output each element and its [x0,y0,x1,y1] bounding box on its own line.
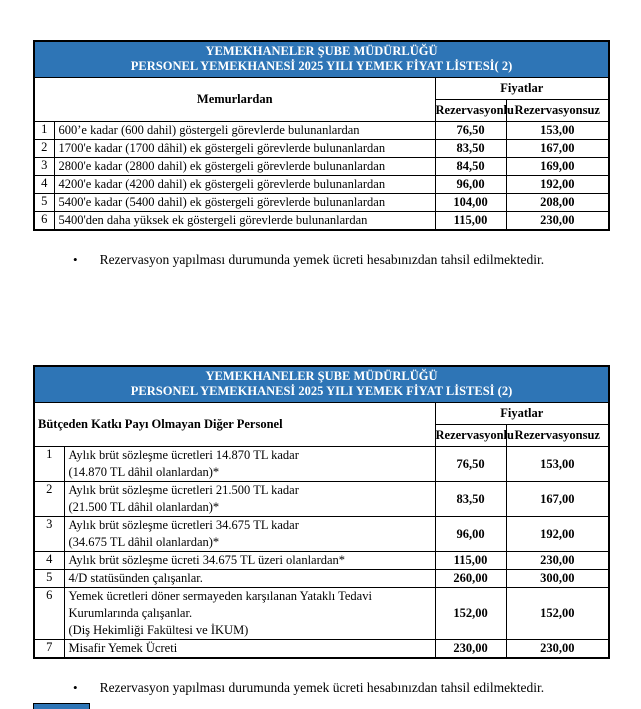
row-description: Aylık brüt sözleşme ücretleri 21.500 TL kadar (21.500 TL dâhil olanlardan)* [64,482,435,517]
partial-table-header [33,703,90,709]
column-header-unreserved: Rezervasyonsuz [506,100,609,122]
row-number: 3 [34,158,54,176]
reservation-note [73,252,641,268]
table-title-line1: YEMEKHANELER ŞUBE MÜDÜRLÜĞÜ [205,369,438,383]
table-row [34,517,609,552]
row-number: 1 [34,122,54,140]
row-number: 4 [34,552,64,570]
table-title [34,41,609,78]
row-description: Aylık brüt sözleşme ücretleri 34.675 TL kadar (34.675 TL dâhil olanlardan)* [64,517,435,552]
table-row [34,122,609,140]
price-reserved: 115,00 [435,552,506,570]
table-body [34,122,609,231]
price-unreserved: 230,00 [506,552,609,570]
price-reserved: 115,00 [435,212,506,231]
row-number: 2 [34,482,64,517]
price-reserved: 152,00 [435,588,506,640]
row-description: 1700'e kadar (1700 dâhil) ek göstergeli görevlerde bulunanlardan [54,140,435,158]
table-title-line1: YEMEKHANELER ŞUBE MÜDÜRLÜĞÜ [205,44,438,58]
prices-header: Fiyatlar [435,78,609,100]
note-text: Rezervasyon yapılması durumunda yemek ücreti hesabınızdan tahsil edilmektedir. [99,680,545,695]
table-row [34,140,609,158]
row-number: 4 [34,176,54,194]
price-unreserved: 152,00 [506,588,609,640]
row-description: 4200'e kadar (4200 dahil) ek göstergeli görevlerde bulunanlardan [54,176,435,194]
price-unreserved: 169,00 [506,158,609,176]
price-unreserved: 208,00 [506,194,609,212]
price-reserved: 83,50 [435,482,506,517]
row-description: 5400'e kadar (5400 dahil) ek göstergeli görevlerde bulunanlardan [54,194,435,212]
prices-header: Fiyatlar [435,403,609,425]
table-body [34,447,609,659]
price-reserved: 260,00 [435,570,506,588]
price-table-diger-personel [33,365,610,659]
table-row [34,194,609,212]
reservation-note [73,680,641,696]
price-unreserved: 192,00 [506,517,609,552]
bullet-icon: • [73,252,78,267]
price-reserved: 96,00 [435,517,506,552]
row-number: 1 [34,447,64,482]
price-unreserved: 167,00 [506,482,609,517]
price-reserved: 83,50 [435,140,506,158]
table-row [34,447,609,482]
table-row [34,570,609,588]
price-reserved: 84,50 [435,158,506,176]
row-description: Aylık brüt sözleşme ücretleri 14.870 TL kadar (14.870 TL dâhil olanlardan)* [64,447,435,482]
table-title-line2: PERSONEL YEMEKHANESİ 2025 YILI YEMEK FİYAT LİSTESİ( 2) [130,59,513,73]
bullet-icon: • [73,680,78,695]
row-description: 600’e kadar (600 dahil) göstergeli görevlerde bulunanlardan [54,122,435,140]
row-description: Yemek ücretleri döner sermayeden karşılanan Yataklı Tedavi Kurumlarında çalışanlar. (Diş Hekimliği Fakültesi ve İKUM) [64,588,435,640]
price-unreserved: 300,00 [506,570,609,588]
table-row [34,552,609,570]
price-reserved: 96,00 [435,176,506,194]
column-header-reserved: Rezervasyonlu [435,425,506,447]
table-row [34,588,609,640]
price-reserved: 76,50 [435,447,506,482]
row-number: 2 [34,140,54,158]
row-number: 6 [34,588,64,640]
row-number: 5 [34,194,54,212]
price-table-memurlardan [33,40,610,231]
row-number: 3 [34,517,64,552]
price-reserved: 104,00 [435,194,506,212]
price-unreserved: 230,00 [506,212,609,231]
row-description: Misafir Yemek Ücreti [64,640,435,659]
row-description: 4/D statüsünden çalışanlar. [64,570,435,588]
price-unreserved: 167,00 [506,140,609,158]
price-unreserved: 153,00 [506,122,609,140]
price-unreserved: 230,00 [506,640,609,659]
row-number: 7 [34,640,64,659]
price-reserved: 76,50 [435,122,506,140]
table-row [34,158,609,176]
row-number: 6 [34,212,54,231]
column-header-unreserved: Rezervasyonsuz [506,425,609,447]
note-text: Rezervasyon yapılması durumunda yemek ücreti hesabınızdan tahsil edilmektedir. [99,252,545,267]
table-row [34,482,609,517]
table-title-line2: PERSONEL YEMEKHANESİ 2025 YILI YEMEK FİYAT LİSTESİ (2) [130,384,513,398]
row-number: 5 [34,570,64,588]
row-description: 2800'e kadar (2800 dahil) ek göstergeli görevlerde bulunanlardan [54,158,435,176]
table-row [34,176,609,194]
row-description: 5400'den daha yüksek ek göstergeli görevlerde bulunanlardan [54,212,435,231]
table-row [34,212,609,231]
group-header: Memurlardan [34,78,435,122]
table-row [34,640,609,659]
price-reserved: 230,00 [435,640,506,659]
price-unreserved: 153,00 [506,447,609,482]
row-description: Aylık brüt sözleşme ücreti 34.675 TL üzeri olanlardan* [64,552,435,570]
group-header: Bütçeden Katkı Payı Olmayan Diğer Personel [34,403,435,447]
column-header-reserved: Rezervasyonlu [435,100,506,122]
table-title [34,366,609,403]
spacer [33,268,641,365]
price-unreserved: 192,00 [506,176,609,194]
